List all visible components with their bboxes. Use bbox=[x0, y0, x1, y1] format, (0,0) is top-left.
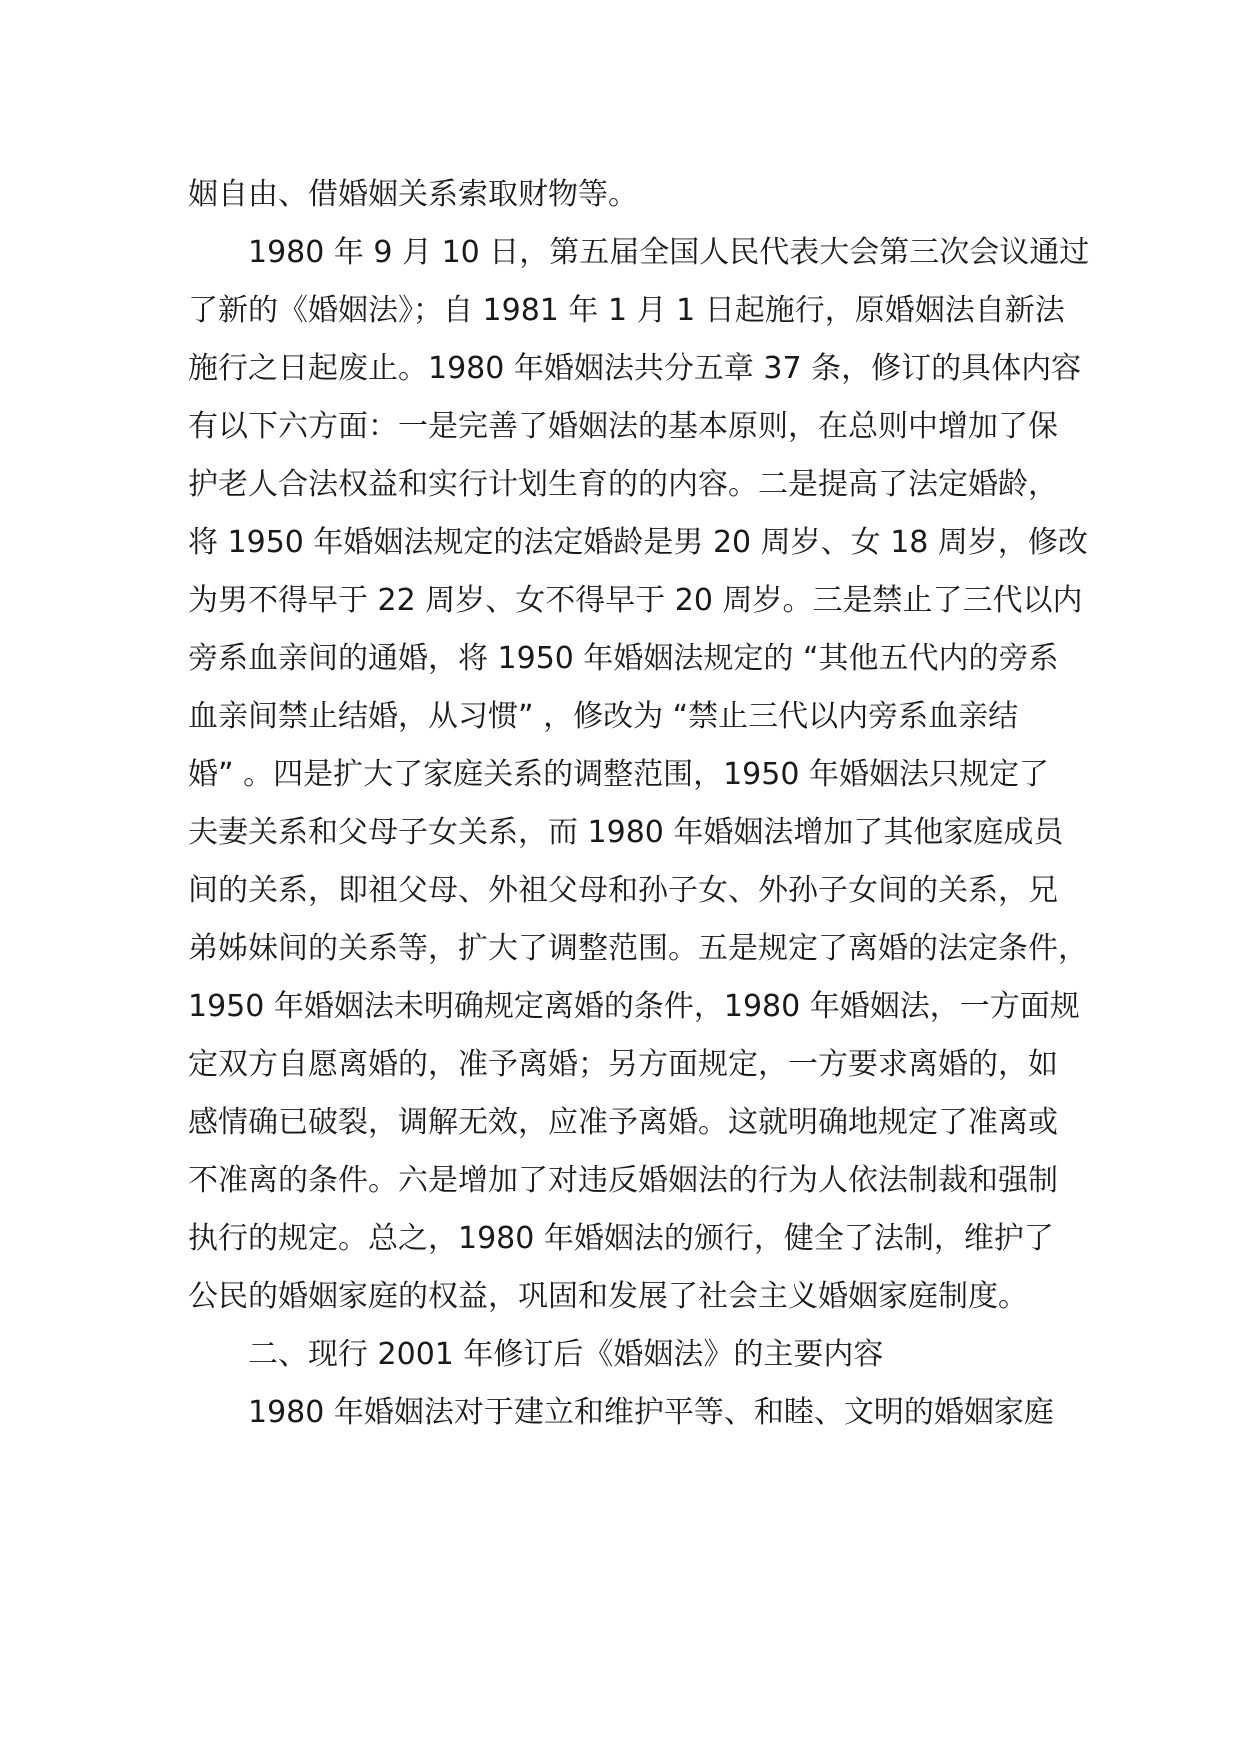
text-line: 血亲间禁止结婚，从习惯” ，修改为 “禁止三代以内旁系血亲结 bbox=[188, 699, 1019, 734]
text-line: 旁系血亲间的通婚，将 1950 年婚姻法规定的 “其他五代内的旁系 bbox=[188, 641, 1059, 676]
paragraph-start-line: 1980 年婚姻法对于建立和维护平等、和睦、文明的婚姻家庭 bbox=[248, 1395, 1054, 1430]
text-line: 执行的规定。总之，1980 年婚姻法的颁行，健全了法制，维护了 bbox=[188, 1221, 1054, 1256]
text-line: 定双方自愿离婚的，准予离婚；另方面规定，一方要求离婚的，如 bbox=[188, 1047, 1058, 1082]
text-line: 为男不得早于 22 周岁、女不得早于 20 周岁。三是禁止了三代以内 bbox=[188, 583, 1083, 618]
text-line: 将 1950 年婚姻法规定的法定婚龄是男 20 周岁、女 18 周岁，修改 bbox=[188, 525, 1088, 560]
section-heading: 二、现行 2001 年修订后《婚姻法》的主要内容 bbox=[248, 1337, 884, 1372]
text-line: 感情确已破裂，调解无效，应准予离婚。这就明确地规定了准离或 bbox=[188, 1105, 1058, 1140]
text-line: 护老人合法权益和实行计划生育的的内容。二是提高了法定婚龄， bbox=[188, 467, 1058, 502]
text-line: 1950 年婚姻法未明确规定离婚的条件，1980 年婚姻法，一方面规 bbox=[188, 989, 1080, 1024]
paragraph-start-line: 1980 年 9 月 10 日，第五届全国人民代表大会第三次会议通过 bbox=[248, 235, 1090, 270]
text-line: 不准离的条件。六是增加了对违反婚姻法的行为人依法制裁和强制 bbox=[188, 1163, 1058, 1198]
text-line: 弟姊妹间的关系等，扩大了调整范围。五是规定了离婚的法定条件， bbox=[188, 931, 1088, 966]
text-line: 有以下六方面：一是完善了婚姻法的基本原则，在总则中增加了保 bbox=[188, 409, 1058, 444]
text-line: 婚” 。四是扩大了家庭关系的调整范围，1950 年婚姻法只规定了 bbox=[188, 757, 1049, 792]
text-line: 姻自由、借婚姻关系索取财物等。 bbox=[188, 177, 638, 212]
text-line: 施行之日起废止。1980 年婚姻法共分五章 37 条，修订的具体内容 bbox=[188, 351, 1082, 386]
text-line: 夫妻关系和父母子女关系，而 1980 年婚姻法增加了其他家庭成员 bbox=[188, 815, 1064, 850]
text-line: 了新的《婚姻法》；自 1981 年 1 月 1 日起施行，原婚姻法自新法 bbox=[188, 293, 1065, 328]
text-line: 公民的婚姻家庭的权益，巩固和发展了社会主义婚姻家庭制度。 bbox=[188, 1279, 1028, 1314]
text-line: 间的关系，即祖父母、外祖父母和孙子女、外孙子女间的关系，兄 bbox=[188, 873, 1058, 908]
